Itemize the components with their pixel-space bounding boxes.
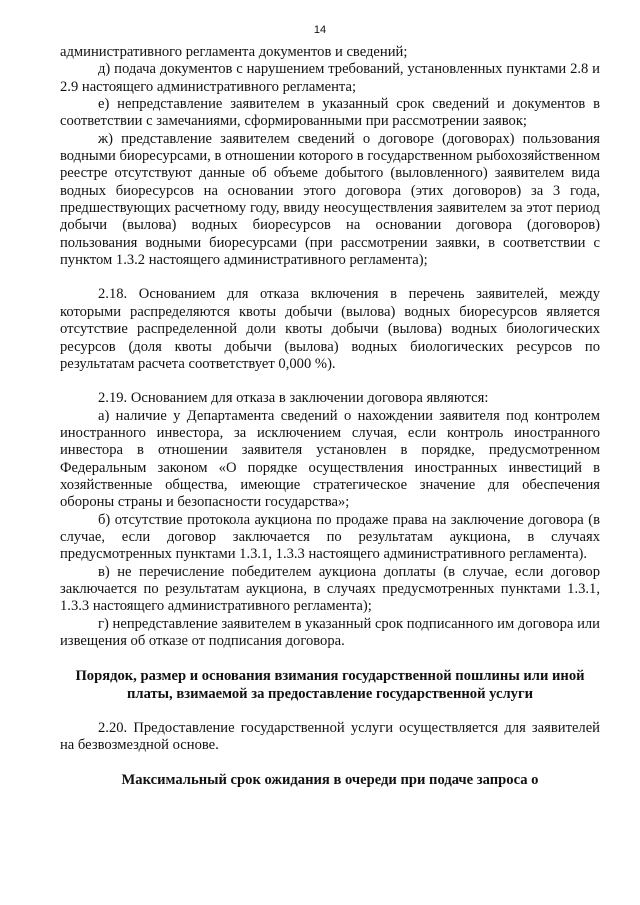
paragraph-item-d: д) подача документов с нарушением требований, установленных пунктами 2.8 и 2.9 настоящего административного регламента; xyxy=(60,61,600,95)
paragraph-continuation: административного регламента документов и сведений; xyxy=(60,44,408,60)
paragraph-2-19-b: б) отсутствие протокола аукциона по продаже права на заключение договора (в случае, если договор заключается по результатам аукциона, в случаях предусмотренных пунктами 1.3.1, 1.3.3 настоящего административного регламента). xyxy=(60,511,600,563)
paragraph-2-19-v: в) не перечисление победителем аукциона доплаты (в случае, если договор заключается по результатам аукциона, в случаях предусмотренных пунктами 1.3.1, 1.3.3 настоящего административного регламента); xyxy=(60,563,600,615)
paragraph-item-e: е) непредставление заявителем в указанный срок сведений и документов в соответствии с замечаниями, сформированными при рассмотрении заявок; xyxy=(60,96,600,130)
section-heading-wait-time: Максимальный срок ожидания в очереди при подаче запроса о xyxy=(121,771,539,788)
paragraph-2-20: 2.20. Предоставление государственной услуги осуществляется для заявителей на безвозмездной основе. xyxy=(60,720,600,754)
paragraph-2-19-g: г) непредставление заявителем в указанный срок подписанного им договора или извещения об отказе от подписания договора. xyxy=(60,615,600,649)
paragraph-2-19: 2.19. Основанием для отказа в заключении договора являются: xyxy=(98,390,489,407)
paragraph-item-zh: ж) представление заявителем сведений о договоре (договорах) пользования водными биоресурсами, в отношении которого в государственном рыбохозяйственном реестре отсутствуют данные об объеме добытого (выловленного) заявителем вида водных биоресурсов на основании этого договора (этих договоров) за 3 года, предшествующих расчетному году, ввиду неосуществления заявителем за этот период добычи (вылова) водных биоресурсов на основании договора (договоров) пользования водными биоресурсами (при рассмотрении заявки, в соответствии с пунктом 1.3.2 настоящего административного регламента); xyxy=(60,130,600,269)
section-heading-fee: Порядок, размер и основания взимания государственной пошлины или иной платы, взимаемой за предоставление государственной услуги xyxy=(75,668,585,702)
page-number: 14 xyxy=(313,24,327,36)
document-body xyxy=(60,44,600,789)
paragraph-2-18: 2.18. Основанием для отказа включения в перечень заявителей, между которыми распределяются квоты добычи (вылова) водных биоресурсов является отсутствие распределенной доли квоты добычи (вылова) водных биологических ресурсов (доля квоты добычи (вылова) водных биологических ресурсов по результатам расчета соответствует 0,000 %). xyxy=(60,286,600,372)
paragraph-2-19-a: а) наличие у Департамента сведений о нахождении заявителя под контролем иностранного инвестора, за исключением случая, если контроль иностранного инвестора в отношении заявителя установлен в порядке, предусмотренном Федеральным законом «О порядке осуществления иностранных инвестиций в хозяйственные общества, имеющие стратегическое значение для обеспечения обороны страны и безопасности государства»; xyxy=(60,407,600,511)
